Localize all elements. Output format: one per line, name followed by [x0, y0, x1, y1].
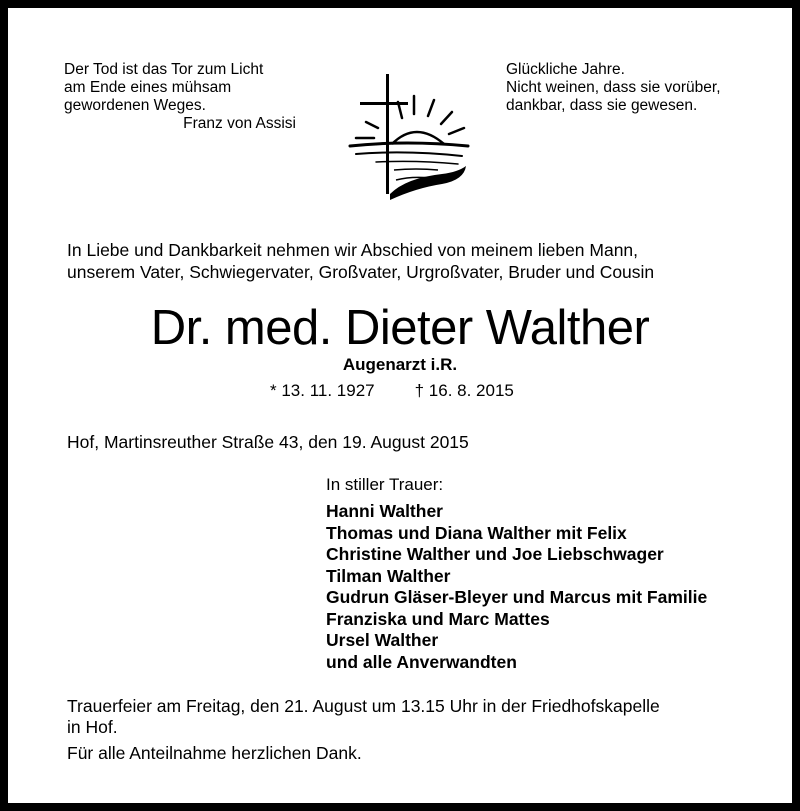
mourning-heading: In stiller Trauer:: [326, 475, 444, 494]
mourner-name: Franziska und Marc Mattes: [326, 608, 550, 629]
mourner-name: Tilman Walther: [326, 565, 451, 586]
thanks-note: Für alle Anteilnahme herzlichen Dank.: [67, 743, 362, 763]
quote-right-line: dankbar, dass sie gewesen.: [506, 97, 698, 114]
mourners-list: [326, 501, 707, 673]
quote-right-line: Glückliche Jahre.: [506, 61, 625, 78]
quote-left-line: gewordenen Weges.: [64, 97, 206, 114]
mourner-name: Ursel Walther: [326, 630, 439, 650]
service-line: Trauerfeier am Freitag, den 21. August um 13.15 Uhr in der Friedhofskapelle: [67, 696, 660, 716]
funeral-service-info: [67, 696, 767, 738]
intro-text: [67, 239, 767, 283]
quote-right-line: Nicht weinen, dass sie vorüber,: [506, 79, 721, 96]
intro-line: unserem Vater, Schwiegervater, Großvater, Urgroßvater, Bruder und Cousin: [67, 262, 655, 282]
deceased-name: Dr. med. Dieter Walther: [150, 301, 650, 355]
mourner-name: Gudrun Gläser-Bleyer und Marcus mit Familie: [326, 587, 708, 607]
service-line: in Hof.: [67, 717, 118, 737]
cross-sunset-emblem-icon: [346, 70, 472, 206]
quote-left: [64, 61, 296, 133]
deceased-profession: Augenarzt i.R.: [342, 355, 458, 374]
quote-right: [506, 61, 766, 115]
mourner-name: und alle Anverwandten: [326, 651, 517, 672]
intro-line: In Liebe und Dankbarkeit nehmen wir Abschied von meinem lieben Mann,: [67, 240, 639, 260]
quote-author: Franz von Assisi: [183, 115, 296, 132]
mourner-name: Christine Walther und Joe Liebschwager: [326, 544, 664, 564]
mourner-name: Hanni Walther: [326, 501, 443, 521]
mourner-name: Thomas und Diana Walther mit Felix: [326, 522, 627, 543]
place-date: Hof, Martinsreuther Straße 43, den 19. August 2015: [67, 432, 469, 452]
life-dates: [270, 381, 514, 401]
quote-left-line: am Ende eines mühsam: [64, 79, 232, 96]
birth-date: * 13. 11. 1927: [270, 381, 375, 400]
death-date: † 16. 8. 2015: [414, 381, 514, 400]
quote-left-line: Der Tod ist das Tor zum Licht: [64, 61, 264, 78]
